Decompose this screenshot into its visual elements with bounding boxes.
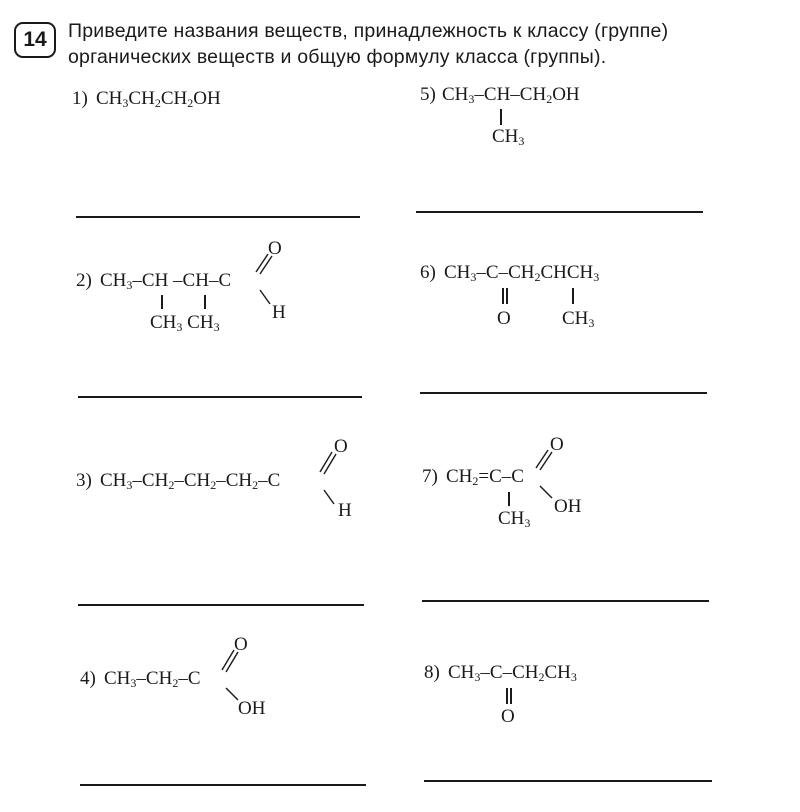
formula-branch: $CH_3$ (498, 508, 531, 530)
item-label: 1) (72, 88, 88, 109)
task-number-badge (14, 22, 56, 58)
formula-main: $CH_3-CH_2-C$ (104, 668, 201, 690)
item-label: 3) (76, 470, 92, 491)
task-number: 14 (23, 28, 47, 51)
formula-main: $CH_3-CH-CH_2OH$ (442, 84, 580, 106)
bond-line (506, 288, 508, 304)
hydrogen-atom: H (272, 302, 286, 323)
bond-line (204, 295, 206, 309)
formula-main: $CH_3-CH_2-CH_2-CH_2-C$ (100, 470, 281, 492)
formula-branch: $CH_3$ (562, 308, 595, 330)
item-label: 7) (422, 466, 438, 487)
oxygen-atom: O (334, 436, 348, 457)
bond-line (161, 295, 163, 309)
bond-line (510, 688, 512, 704)
hydroxyl-group: OH (554, 496, 582, 517)
item-label: 2) (76, 270, 92, 291)
answer-line[interactable] (78, 604, 364, 606)
formula-branch: $CH_3$ (492, 126, 525, 148)
answer-line[interactable] (422, 600, 709, 602)
oxygen-atom: O (234, 634, 248, 655)
answer-line[interactable] (416, 211, 703, 213)
bond-line (500, 109, 502, 125)
answer-line[interactable] (420, 392, 707, 394)
task-prompt: Приведите названия веществ, принадлежность к классу (группе) органических веществ и общую формулу класса (группы). (68, 20, 669, 68)
item-label: 6) (420, 262, 436, 283)
answer-line[interactable] (78, 396, 362, 398)
oxygen-atom: O (268, 238, 282, 259)
hydroxyl-group: OH (238, 698, 266, 719)
formula-branch: $CH_3$ $CH_3$ (150, 312, 220, 334)
answer-line[interactable] (76, 216, 360, 218)
oxygen-atom: O (501, 706, 515, 727)
oxygen-atom: O (497, 308, 511, 329)
formula-main: $CH_3-C-CH_2CH_3$ (448, 662, 577, 684)
formula-main: $CH_3-CH$ –CH–C (100, 270, 232, 292)
item-label: 8) (424, 662, 440, 683)
answer-line[interactable] (80, 784, 366, 786)
formula-main: $CH_3-C-CH_2CHCH_3$ (444, 262, 600, 284)
bond-line (508, 492, 510, 506)
hydrogen-atom: H (338, 500, 352, 521)
item-label: 4) (80, 668, 96, 689)
bond-line (506, 688, 508, 704)
bond-line (502, 288, 504, 304)
answer-line[interactable] (424, 780, 712, 782)
formula-main: $CH_3CH_2CH_2OH$ (96, 88, 221, 110)
bond-line (572, 288, 574, 304)
formula-main: $CH_2=C-C$ (446, 466, 524, 488)
item-label: 5) (420, 84, 436, 105)
oxygen-atom: O (550, 434, 564, 455)
